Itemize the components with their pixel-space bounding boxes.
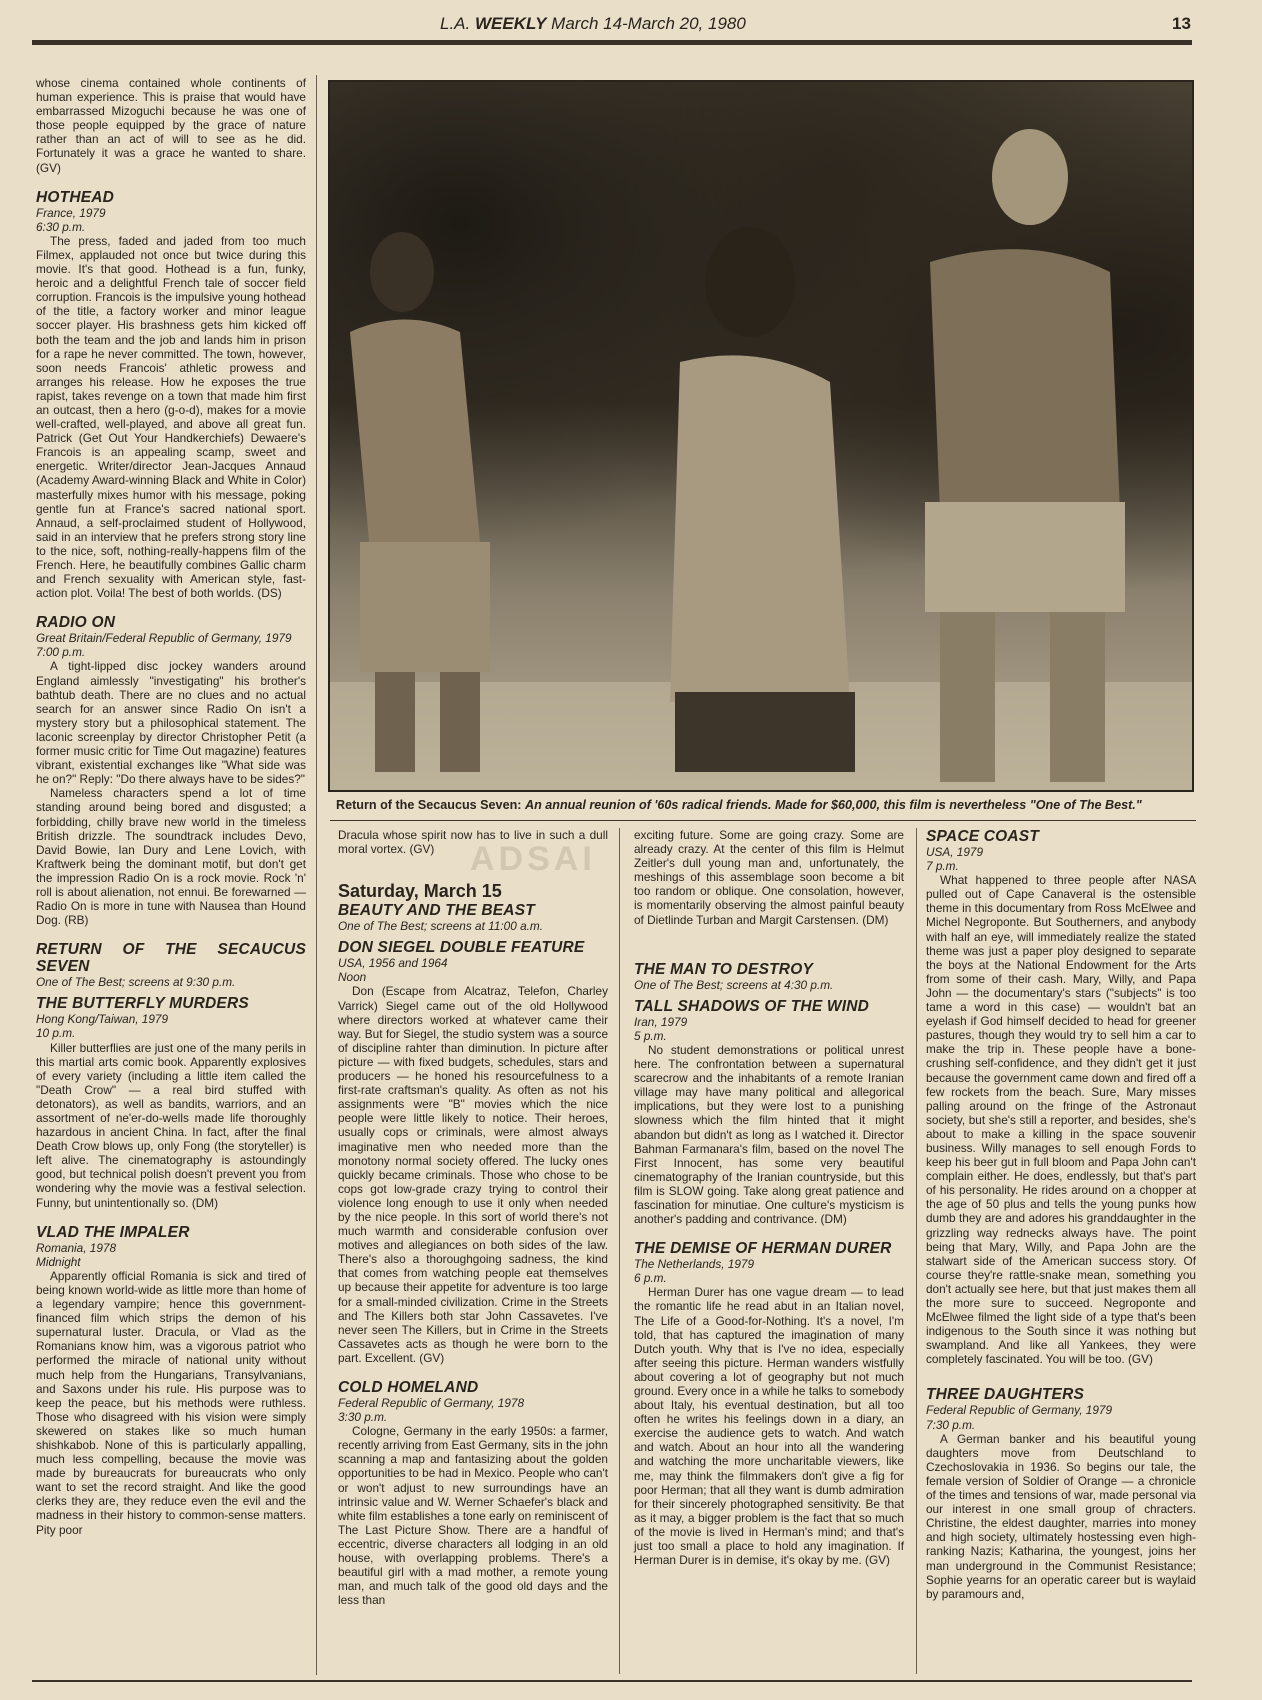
review-title: RADIO ON — [36, 614, 116, 632]
review-body: What happened to three people after NASA pulled out of Cape Canaveral is the ostensible theme in this documentary from Ross McElwee and Michel Negroponte. But Southerners, and anybody with half an eye, will immediately realize the stated theme was just a paper ploy designed to separate the boys at the National Endowment for the Arts from some of their cash. Mary, Willy, and Papa John — the documentary's stars ("subjects" is too tame a word in this case) — wouldn't bat an eyelash if God himself decided to head for greener pastures, though they would try to sell him a car to make the trip in. These people have a bone-crushing self-confidence, and they didn't get it just because the government came down and fired off a few rockets from the beach. Sure, Mary misses palling around on the fringe of the Astronaut society, but she's still a reporter, and besides, she's about to make a killing in the space souvenir business. Willy manages to sell enough Fords to keep his beer gut in full bloom and Papa John can't complain either. He does, endlessly, but that's part of his personality. He rides around on a chopper at the age of 50 plus and tells the young punks how dumb they are and adores his granddaughter in the grizzling way rednecks always have. The point being that Mary, Willy, and Papa John are the stalwart side of the American success story. Of course they're rattle-snake mean, something you don't actually see here, but that just makes them all the more sure to succeed. Negroponte and McElwee filmed the light side of a type that's been indigenous to the South since it was nothing but swampland. And like all Yankees, they were completely fascinated. You will be too. (GV) — [926, 873, 1196, 1367]
page-number: 13 — [1172, 14, 1191, 33]
review-title: VLAD THE IMPALER — [36, 1223, 190, 1241]
review-title: THE DEMISE OF HERMAN DURER — [634, 1240, 892, 1258]
masthead-rule — [32, 40, 1192, 45]
review-meta: Romania, 1978 — [36, 1240, 117, 1255]
review-title: THE MAN TO DESTROY — [634, 960, 813, 978]
review-time: Midnight — [36, 1254, 81, 1269]
review-time: 5 p.m. — [634, 1028, 667, 1043]
paragraph: exciting future. Some are going crazy. Some are already crazy. At the center of this film is Helmut Zeitler's dull young man and, unfortunately, the meshings of this assemblage soon become a bit too random or oblique. One consolation, however, is momentarily observing the almost painful beauty of Dietlinde Turban and Margit Carstensen. (DM) — [634, 828, 904, 927]
review-time: 10 p.m. — [36, 1026, 76, 1041]
column-divider — [916, 828, 917, 1674]
caption-rule — [330, 820, 1196, 821]
review-meta: Hong Kong/Taiwan, 1979 — [36, 1012, 169, 1027]
review-time: 7:00 p.m. — [36, 645, 86, 660]
paragraph: Dracula whose spirit now has to live in such a dull moral vortex. (GV) — [338, 828, 608, 857]
review-title: COLD HOMELAND — [338, 1379, 479, 1396]
day-heading: Saturday, March 15 — [338, 881, 502, 902]
review-meta: Iran, 1979 — [634, 1014, 688, 1029]
review-meta: Federal Republic of Germany, 1979 — [926, 1403, 1113, 1418]
review-title: BEAUTY AND THE BEAST — [338, 902, 535, 920]
masthead: L.A. WEEKLY March 14-March 20, 1980 — [440, 14, 746, 33]
review-meta: Great Britain/Federal Republic of Germany, 1979 — [36, 631, 292, 646]
review-body: The press, faded and jaded from too much Filmex, applauded not once but twice during this movie. It's that good. Hothead is a fun, funky, heroic and a delightful French tale of soccer field corruption. Francois is the impulsive young hothead of the title, a factory worker and minor league soccer player. His brashness gets him kicked off both the team and the job and lands him in prison for a rape he never committed. The town, however, soon needs Francois' athletic prowess and arranges his release. How he exposes the true rapist, takes revenge on a town that made him first an outcast, then a hero (g-o-d), makes for a movie well-crafted, well-played, and above all great fun. Patrick (Get Out Your Handkerchiefs) Dewaere's Francois is an appealing scamp, sweet and energetic. Writer/director Jean-Jacques Annaud (Academy Award-winning Black and White in Color) masterfully mixes humor with his message, poking gentle fun at France's sacred national sport. Annaud, a self-proclaimed student of Hollywood, said in an interview that he prefers strong story line to the nice, soft, nothing-really-happens film of the French. Here, he beautifully combines Gallic charm and French sexuality with American style, fast-action plot. Voila! The best of both worlds. (DS) — [36, 233, 306, 601]
review-body: No student demonstrations or political unrest here. The confrontation between a supernatural scarecrow and the inhabitants of a remote Iranian village may have many political and allegorical implications, but they were lost to a punishing slowness which the film hinted that it might abandon but didn't as long as I watched it. Director Bahman Farmanara's film, based on the novel The First Innocent, has some very beautiful cinematography of the Iranian countryside, but this film is SLOW going. Take along great patience and fascination for minutiae. One culture's mysticism is another's padding and contrivance. (DM) — [634, 1042, 904, 1227]
review-time: 3:30 p.m. — [338, 1410, 388, 1425]
review-time: 7:30 p.m. — [926, 1417, 976, 1432]
review-body: Herman Durer has one vague dream — to lead the romantic life he read abut in an Italian novel, The Life of a Good-for-Nothing. It's a novel, I'm told, that has captured the imagination of many Dutch youth. Why that is I've no idea, especially after seeing this picture. Herman wanders wistfully about covering a lot of geography but not much ground. Every once in a while he talks to somebody about Italy, his eventual destination, but all too often he writes his feelings down in a diary, an exercise the audience gets to watch. And watch and watch. About an hour into all the wandering and watching the more uncharitable viewers, like me, may think the filmmakers don't give a fig for poor Herman; that all they want is dumb admiration for their sincerely photographed sensitivity. Be that as it may, a bigger problem is the fact that so much of the movie is lived in Herman's mind; and that's just too small a place to hold any imagination. If Herman Durer is in demise, it's okay by me. (GV) — [634, 1285, 904, 1568]
review-meta: One of The Best; screens at 11:00 a.m. — [338, 919, 544, 934]
review-time: Noon — [338, 970, 367, 985]
review-body: Don (Escape from Alcatraz, Telefon, Charley Varrick) Siegel came out of the old Hollywood where directors worked at whatever came their way. But for Siegel, the studio system was a source of discipline rahter than diminution. In picture after picture — with fixed budgets, schedules, stars and producers — he honed his resourcefulness to a first-rate craftsman's quality. As often as not his assignments were "B" movies which the nice people were little likely to notice. Their heroes, usually cops or criminals, were almost always imaginative men who needed more than the monotony normal society offered. The lucky ones quickly became criminals. Those who chose to be cops got low-grade crazy trying to control their violence long enough to use it only when needed by the nice people. In this sort of world there's not much warmth and considerable confusion over motives and allegiances on both sides of the law. There's also a thoroughgoing sadness, the kind that comes from watching people eat themselves up because their appetite for adventure is too large for a small-minded civilization. Crime in the Streets and The Killers both star John Cassavetes. I've never seen The Killers, but in Crime in the Streets Cassavetes acts as though he were born to the part. Excellent. (GV) — [338, 984, 608, 1365]
review-meta: USA, 1956 and 1964 — [338, 956, 448, 971]
review-meta: The Netherlands, 1979 — [634, 1257, 755, 1272]
review-body: Cologne, Germany in the early 1950s: a farmer, recently arriving from East Germany, sits in the john scanning a map and fantasizing about the golden opportunities to be had in Mexico. People who can't or won't adjust to new surroundings have an intrinsic value and W. Werner Schaefer's black and white film establishes a tone early on reminiscent of The Last Picture Show. There are a handful of eccentric, diverse characters all lodging in an old house, with overlapping problems. There's a beautiful girl with a mad mother, a remote young man, and much talk of the good old days and the less than — [338, 1424, 608, 1608]
column-divider — [316, 75, 317, 1675]
review-meta: One of The Best; screens at 4:30 p.m. — [634, 977, 834, 992]
review-title: RETURN OF THE SECAUCUS SEVEN — [36, 941, 306, 976]
review-meta: Federal Republic of Germany, 1978 — [338, 1396, 525, 1410]
review-title: SPACE COAST — [926, 828, 1040, 845]
review-time: 6 p.m. — [634, 1271, 667, 1286]
review-title: DON SIEGEL DOUBLE FEATURE — [338, 939, 585, 957]
review-meta: USA, 1979 — [926, 845, 984, 859]
review-time: 6:30 p.m. — [36, 219, 86, 234]
column-2 — [338, 828, 608, 1607]
review-title: HOTHEAD — [36, 188, 115, 206]
review-body: Nameless characters spend a lot of time standing around being bored and disgusted; a forbidding, chilly brave new world in the timeless British drizzle. The soundtrack includes Devo, David Bowie, Ian Dury and Lene Lovich, with Kraftwerk being the dominant motif, but don't get the impression Radio On is a rock movie. Rock 'n' roll is about alienation, not ennui. Be forewarned — Radio On is more in tune with Nausea than Hound Dog. (RB) — [36, 786, 306, 928]
bottom-rule — [32, 1680, 1192, 1682]
review-meta: One of The Best; screens at 9:30 p.m. — [36, 975, 236, 990]
review-body: A German banker and his beautiful young daughters move from Deutschland to Czechoslovakia in 1936. So begins our tale, the female version of Soldier of Orange — a chronicle of the times and tensions of war, made personal via our interest in one small group of chracters. Christine, the eldest daughter, marries into money and high society, ultimately hostessing even high-ranking Nazis; Katharina, the youngest, joins her man underground in the Communist Resistance; Sophie yearns for an operatic career but is waylaid by paramours and, — [926, 1431, 1196, 1601]
review-title: THREE DAUGHTERS — [926, 1386, 1085, 1404]
column-3 — [634, 828, 904, 1567]
watermark-stamp: ADSAI — [470, 840, 596, 878]
review-time: 7 p.m. — [926, 859, 959, 874]
photo-caption: Return of the Secaucus Seven: An annual reunion of '60s radical friends. Made for $60,000, this film is nevertheless "One of The Best." — [336, 798, 1142, 812]
column-1 — [36, 76, 306, 1537]
film-still-photo — [328, 80, 1194, 792]
photo-figures — [330, 82, 1192, 790]
review-title: TALL SHADOWS OF THE WIND — [634, 997, 869, 1015]
review-title: THE BUTTERFLY MURDERS — [36, 995, 249, 1013]
column-divider — [619, 828, 620, 1674]
column-4 — [926, 828, 1196, 1601]
review-meta: France, 1979 — [36, 205, 106, 220]
review-body: A tight-lipped disc jockey wanders around England aimlessly "investigating" his brother's bathtub death. There are no clues and no actual search for an answer since Radio On isn't a mystery story but a philosophical statement. The laconic screenplay by director Christopher Petit (a former music critic for Time Out magazine) features vibrant, existential exchanges like "What side was he on?" Reply: "Do there always have to be sides?" — [36, 659, 306, 787]
review-body: Killer butterflies are just one of the many perils in this martial arts comic book. Apparently explosives of every variety (including a little item called the "Death Crow" — a real bird stuffed with detonators), as well as bandits, warriors, and an assortment of ne'er-do-wells made life thoroughly hazardous in ancient China. In fact, after the final Death Crow blows up, only Fong (the storyteller) is left alive. The cinematography is astoundingly good, but technical polish doesn't prevent you from wondering why the movie was a festival selection. Funny, but unintentionally so. (DM) — [36, 1040, 306, 1210]
review-body: Apparently official Romania is sick and tired of being known world-wide as little more than home of a legendary vampire; hence this government-financed film which strips the demon of his supernatural luster. Dracula, or Vlad as the Romanians know him, was a vigorous patriot who performed the miracle of national unity without much help from the Hungarians, Transylvanians, and Saxons under his rule. His purpose was to keep the peace, but his methods were ruthless. Those who disagreed with his vision were simply skewered on stakes like so much human shishkabob. None of this is particularly appalling, much less compelling, because the movie was made by bureaucrats for bureaucrats who only want to set the record straight. And like the good clerks they are, they reduce even the evil and the madness in their history to common-sense matters. Pity poor — [36, 1268, 306, 1537]
paragraph: whose cinema contained whole continents of human experience. This is praise that would have embarrassed Mizoguchi because he was one of those people equipped by the grace of nature rather than an act of will to see as he did. Fortunately it was a grace he wanted to share. (GV) — [36, 76, 306, 175]
